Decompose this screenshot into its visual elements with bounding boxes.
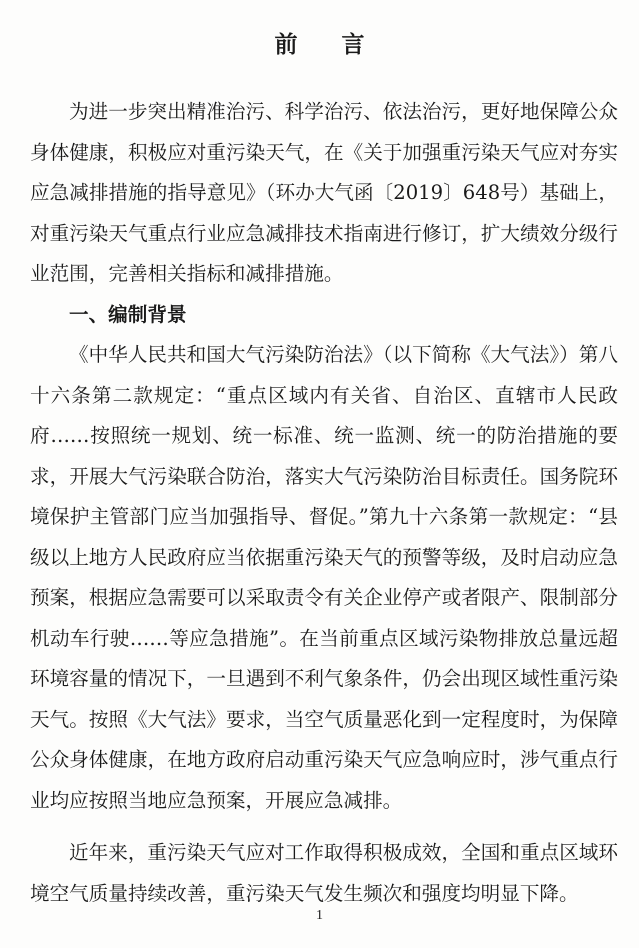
section-heading: 一、编制背景 bbox=[69, 302, 187, 326]
document-body bbox=[30, 92, 618, 914]
background-paragraph: 《中华人民共和国大气污染防治法》（以下简称《大气法》）第八十六条第二款规定：“重点区域内有关省、自治区、直辖市人民政府……按照统一规划、统一标准、统一监测、统一的防治措施的要求，开展大气污染联合防治，落实大气污染防治目标责任。国务院环境保护主管部门应当加强指导、督促。”第九十六条第一款规定：“县级以上地方人民政府应当依据重污染天气的预警等级，及时启动应急预案，根据应急需要可以采取责令有关企业停产或者限产、限制部分机动车行驶……等应急措施”。在当前重点区域污染物排放总量远超环境容量的情况下，一旦遇到不利气象条件，仍会出现区域性重污染天气。按照《大气法》要求，当空气质量恶化到一定程度时，为保障公众身体健康，在地方政府启动重污染天气应急响应时，涉气重点行业均应按照当地应急预案，开展应急减排。 bbox=[30, 343, 618, 812]
page-title: 前 言 bbox=[274, 32, 383, 58]
page-number: 1 bbox=[316, 908, 323, 923]
intro-paragraph: 为进一步突出精准治污、科学治污、依法治污，更好地保障公众身体健康，积极应对重污染天气，在《关于加强重污染天气应对夯实应急减排措施的指导意见》（环办大气函〔2019〕648号）基础上，对重污染天气重点行业应急减排技术指南进行修订，扩大绩效分级行业范围，完善相关指标和减排措施。 bbox=[30, 100, 618, 285]
recent-years-paragraph: 近年来，重污染天气应对工作取得积极成效，全国和重点区域环境空气质量持续改善，重污染天气发生频次和强度均明显下降。 bbox=[30, 841, 618, 905]
